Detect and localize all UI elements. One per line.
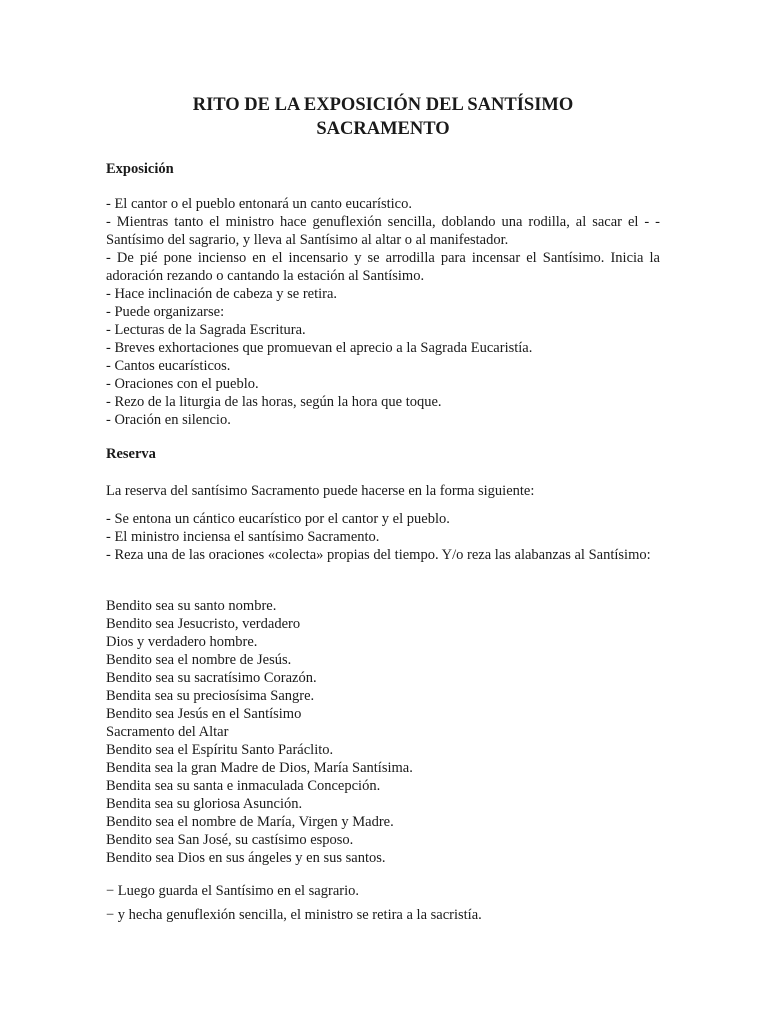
list-item: - Oración en silencio. (106, 412, 231, 428)
title-line-2: SACRAMENTO (316, 119, 450, 139)
list-item: - Cantos eucarísticos. (106, 358, 231, 374)
list-item: - De pié pone incienso en el incensario y se arrodilla para incensar el Santísimo. Inicia la adoración rezando o cantando la estación al Santísimo. (106, 250, 660, 284)
alabanza-line: Sacramento del Altar (106, 724, 229, 740)
alabanza-line: Bendito sea su sacratísimo Corazón. (106, 670, 317, 686)
alabanza-line: Bendita sea su santa e inmaculada Concepción. (106, 778, 381, 794)
alabanza-line: Bendito sea el nombre de María, Virgen y Madre. (106, 814, 394, 830)
list-item: - Hace inclinación de cabeza y se retira. (106, 286, 338, 302)
section-heading-reserva: Reserva (106, 446, 156, 462)
alabanza-line: Bendito sea San José, su castísimo esposo. (106, 832, 354, 848)
list-item: − Luego guarda el Santísimo en el sagrario. (106, 883, 359, 899)
alabanza-line: Dios y verdadero hombre. (106, 634, 258, 650)
list-item: - El cantor o el pueblo entonará un canto eucarístico. (106, 196, 412, 212)
list-item: - Breves exhortaciones que promuevan el aprecio a la Sagrada Eucaristía. (106, 340, 533, 356)
alabanza-line: Bendito sea el Espíritu Santo Paráclito. (106, 742, 334, 758)
alabanza-line: Bendita sea su preciosísima Sangre. (106, 688, 315, 704)
list-item: - Oraciones con el pueblo. (106, 376, 259, 392)
list-item: - Rezo de la liturgia de las horas, según la hora que toque. (106, 394, 442, 410)
exposicion-list (106, 195, 660, 429)
alabanza-line: Bendito sea su santo nombre. (106, 598, 277, 614)
title-line-1: RITO DE LA EXPOSICIÓN DEL SANTÍSIMO (192, 95, 574, 115)
section-heading-exposicion: Exposición (106, 161, 174, 177)
alabanza-line: Bendito sea Dios en sus ángeles y en sus santos. (106, 850, 386, 866)
list-item: - Reza una de las oraciones «colecta» propias del tiempo. Y/o reza las alabanzas al Santísimo: (106, 547, 651, 563)
alabanzas-list (106, 597, 660, 867)
list-item: - Puede organizarse: (106, 304, 225, 320)
list-item: - El ministro inciensa el santísimo Sacramento. (106, 529, 380, 545)
list-item: − y hecha genuflexión sencilla, el ministro se retira a la sacristía. (106, 907, 482, 923)
list-item: - Se entona un cántico eucarístico por el cantor y el pueblo. (106, 511, 450, 527)
alabanza-line: Bendito sea el nombre de Jesús. (106, 652, 292, 668)
alabanza-line: Bendita sea su gloriosa Asunción. (106, 796, 303, 812)
alabanza-line: Bendito sea Jesucristo, verdadero (106, 616, 301, 632)
list-item: - Mientras tanto el ministro hace genuflexión sencilla, doblando una rodilla, al sacar el - - Santísimo del sagrario, y lleva al Santísimo al altar o al manifestador. (106, 214, 660, 248)
document-title (106, 93, 660, 141)
alabanza-line: Bendita sea la gran Madre de Dios, María Santísima. (106, 760, 413, 776)
list-item: - Lecturas de la Sagrada Escritura. (106, 322, 306, 338)
final-steps-list (106, 882, 660, 930)
reserva-list (106, 510, 660, 564)
reserva-intro: La reserva del santísimo Sacramento puede hacerse en la forma siguiente: (106, 483, 535, 499)
alabanza-line: Bendito sea Jesús en el Santísimo (106, 706, 302, 722)
